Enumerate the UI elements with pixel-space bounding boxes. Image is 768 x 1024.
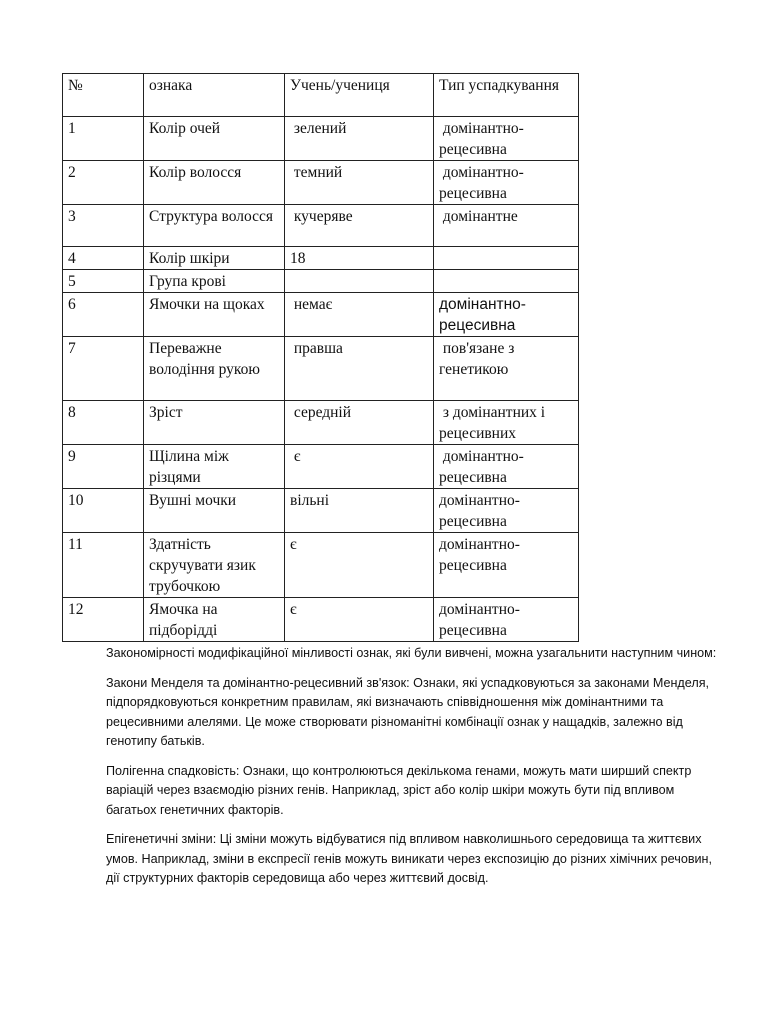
row-trait: Колір очей xyxy=(144,117,285,161)
header-trait: ознака xyxy=(144,74,285,117)
row-trait: Група крові xyxy=(144,270,285,293)
table-row xyxy=(63,489,579,533)
row-trait: Вушні мочки xyxy=(144,489,285,533)
header-student: Учень/учениця xyxy=(285,74,434,117)
row-value: вільні xyxy=(285,489,434,533)
paragraph-intro: Закономірності модифікаційної мінливості ознак, які були вивчені, можна узагальнити наступним чином: xyxy=(106,646,717,660)
row-type: домінантно-рецесивна xyxy=(434,293,579,337)
row-value xyxy=(285,270,434,293)
row-trait: Структура волосся xyxy=(144,205,285,247)
row-number: 11 xyxy=(63,533,144,598)
table-row xyxy=(63,270,579,293)
row-number: 3 xyxy=(63,205,144,247)
row-trait: Колір шкіри xyxy=(144,247,285,270)
row-number: 4 xyxy=(63,247,144,270)
summary-text xyxy=(106,644,726,899)
row-trait: Ямочки на щоках xyxy=(144,293,285,337)
row-type xyxy=(434,247,579,270)
row-number: 5 xyxy=(63,270,144,293)
row-value: є xyxy=(285,445,434,489)
row-type: домінантно-рецесивна xyxy=(434,533,579,598)
row-type: домінантне xyxy=(434,205,579,247)
traits-table xyxy=(62,73,579,642)
row-number: 7 xyxy=(63,337,144,401)
table-row xyxy=(63,337,579,401)
table-header-row xyxy=(63,74,579,117)
row-type: домінантно-рецесивна xyxy=(434,117,579,161)
table-row xyxy=(63,117,579,161)
row-type xyxy=(434,270,579,293)
table-row xyxy=(63,401,579,445)
row-type: домінантно-рецесивна xyxy=(434,445,579,489)
row-number: 2 xyxy=(63,161,144,205)
table-row xyxy=(63,533,579,598)
row-value: середній xyxy=(285,401,434,445)
row-type: домінантно-рецесивна xyxy=(434,598,579,642)
row-trait: Ямочка на підборідді xyxy=(144,598,285,642)
row-trait: Переважне володіння рукою xyxy=(144,337,285,401)
header-inheritance-type: Тип успадкування xyxy=(434,74,579,117)
row-value: темний xyxy=(285,161,434,205)
row-trait: Здатність скручувати язик трубочкою xyxy=(144,533,285,598)
row-number: 8 xyxy=(63,401,144,445)
row-value: є xyxy=(285,533,434,598)
row-type: пов'язане з генетикою xyxy=(434,337,579,401)
paragraph-polygenic: Полігенна спадковість: Ознаки, що контролюються декількома генами, можуть мати ширший спектр варіацій через взаємодію різних генів. Наприклад, зріст або колір шкіри можуть бути під впливом багатьох генетичних факторів. xyxy=(106,763,692,817)
row-value: немає xyxy=(285,293,434,337)
row-number: 1 xyxy=(63,117,144,161)
row-value: 18 xyxy=(285,247,434,270)
table-row xyxy=(63,161,579,205)
table-row xyxy=(63,247,579,270)
table-row xyxy=(63,445,579,489)
paragraph-mendel: Закони Менделя та домінантно-рецесивний зв'язок: Ознаки, які успадковуються за законами Менделя, підпорядковуються конкретним правилам, які визначають співвідношення між домінантними та рецесивними алелями. Це може створювати різноманітні комбінації ознак у нащадків, залежно від генотипу батьків. xyxy=(106,675,710,748)
row-number: 9 xyxy=(63,445,144,489)
row-value: зелений xyxy=(285,117,434,161)
row-type: з домінантних і рецесивних xyxy=(434,401,579,445)
row-type: домінантно-рецесивна xyxy=(434,161,579,205)
row-trait: Зріст xyxy=(144,401,285,445)
row-trait: Колір волосся xyxy=(144,161,285,205)
row-number: 6 xyxy=(63,293,144,337)
table-row xyxy=(63,205,579,247)
header-number: № xyxy=(63,74,144,117)
row-value: є xyxy=(285,598,434,642)
row-number: 12 xyxy=(63,598,144,642)
row-type: домінантно-рецесивна xyxy=(434,489,579,533)
row-trait: Щілина між різцями xyxy=(144,445,285,489)
row-number: 10 xyxy=(63,489,144,533)
row-value: кучеряве xyxy=(285,205,434,247)
paragraph-epigenetic: Епігенетичні зміни: Ці зміни можуть відбуватися під впливом навколишнього середовища та життєвих умов. Наприклад, зміни в експресії генів можуть виникати через експозицію до різних хімічних речовин, дії структурних факторів середовища або через життєвий досвід. xyxy=(106,832,713,885)
table-row xyxy=(63,598,579,642)
row-value: правша xyxy=(285,337,434,401)
table-row xyxy=(63,293,579,337)
